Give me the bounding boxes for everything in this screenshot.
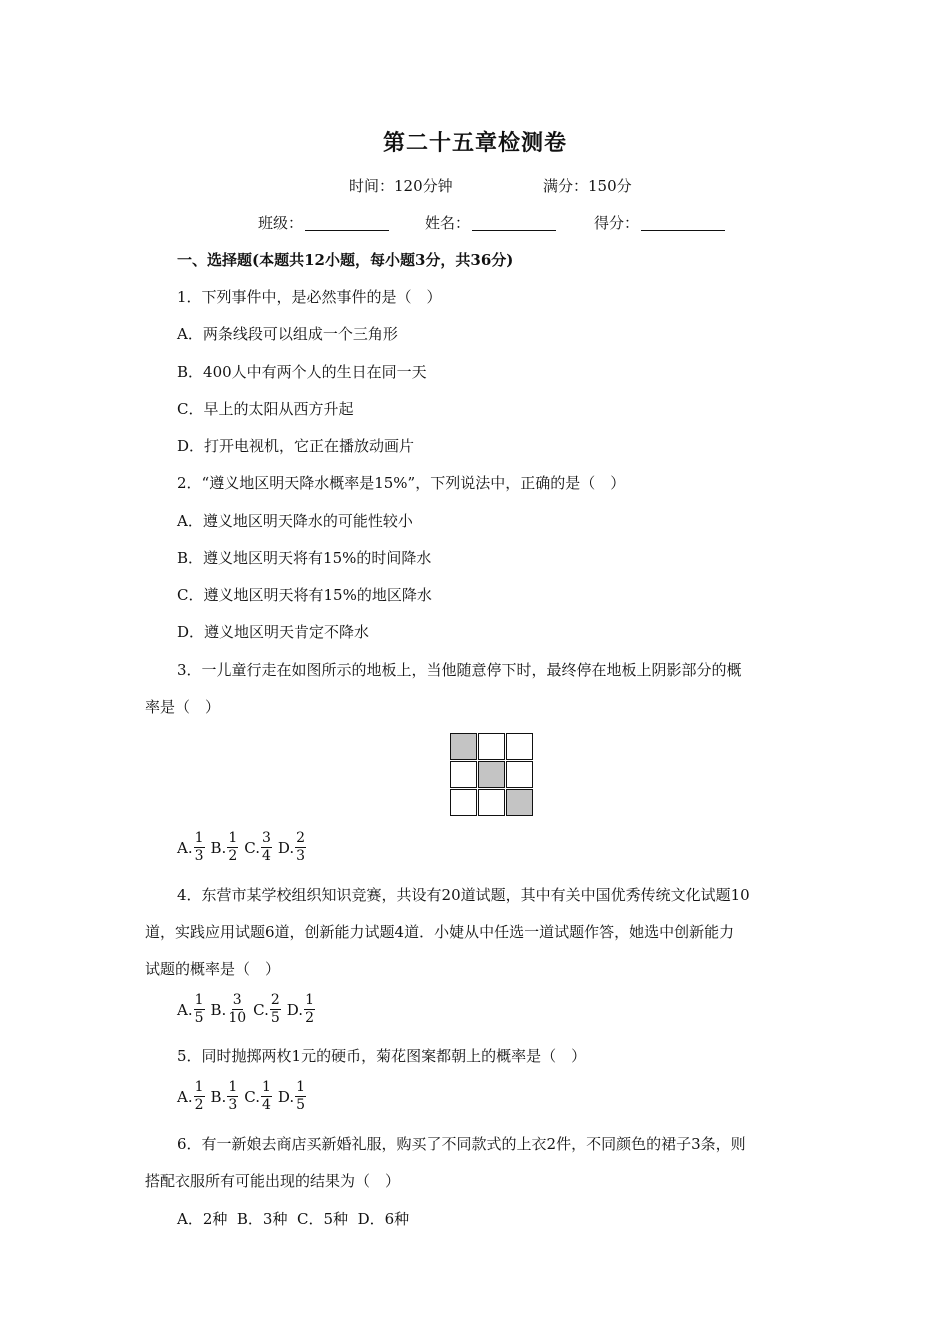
option-b (211, 992, 248, 1027)
score-field (594, 212, 725, 233)
fraction (194, 830, 205, 865)
option-a (177, 992, 205, 1027)
fraction-denominator: 4 (261, 1097, 271, 1113)
option-c (253, 992, 281, 1027)
fraction (304, 992, 315, 1027)
fraction-denominator: 5 (270, 1010, 280, 1026)
fraction-numerator: 1 (194, 830, 204, 846)
q2-option-b: B．遵义地区明天将有15%的时间降水 (177, 549, 432, 567)
name-blank (472, 216, 556, 231)
fraction-numerator: 1 (296, 1079, 306, 1095)
name-field (425, 212, 556, 233)
q3-stem-line1: 3．一儿童行走在如图所示的地板上，当他随意停下时，最终停在地板上阴影部分的概 (177, 661, 742, 679)
q6-stem-line1: 6．有一新娘去商店买新婚礼服，购买了不同款式的上衣2件，不同颜色的裙子3条，则 (177, 1135, 746, 1153)
option-b (211, 1079, 239, 1114)
q1-option-b: B．400人中有两个人的生日在同一天 (177, 363, 427, 381)
fraction-denominator: 4 (261, 848, 271, 864)
grid-cell (478, 789, 505, 816)
fraction-denominator: 2 (228, 848, 238, 864)
fraction-denominator: 5 (194, 1010, 204, 1026)
class-blank (305, 216, 389, 231)
class-field (258, 212, 389, 233)
exam-full-score: 满分：150分 (543, 177, 632, 195)
fraction-numerator: 3 (261, 830, 271, 846)
q3-options (177, 830, 312, 865)
q2-stem: 2．“遵义地区明天降水概率是15%”，下列说法中，正确的是（ ） (177, 474, 626, 492)
grid-cell (506, 761, 533, 788)
grid-cell (506, 733, 533, 760)
page-title: 第二十五章检测卷 (382, 130, 567, 156)
fraction-denominator: 2 (194, 1097, 204, 1113)
option-label: A. (177, 1000, 193, 1019)
q2-option-c: C．遵义地区明天将有15%的地区降水 (177, 586, 432, 604)
option-label: C. (253, 1000, 269, 1019)
option-label: D. (277, 838, 295, 857)
option-label: C. (244, 1087, 260, 1106)
score-label: 得分： (594, 214, 640, 232)
q1-option-a: A．两条线段可以组成一个三角形 (177, 325, 398, 343)
option-a (177, 1079, 205, 1114)
section-heading: 一、选择题(本题共12小题，每小题3分，共36分) (177, 251, 514, 269)
grid-cell-shaded (506, 789, 533, 816)
option-b (211, 830, 239, 865)
fraction-numerator: 2 (270, 992, 280, 1008)
fraction-numerator: 1 (228, 1079, 238, 1095)
fraction (261, 1079, 272, 1114)
fraction (194, 992, 205, 1027)
q4-options (177, 992, 321, 1027)
option-label: B. (210, 1000, 227, 1019)
score-blank (641, 216, 725, 231)
option-label: A. (177, 838, 193, 857)
option-label: C. (244, 838, 260, 857)
fraction (295, 1079, 306, 1114)
option-label: D. (286, 1000, 304, 1019)
q5-stem: 5．同时抛掷两枚1元的硬币，菊花图案都朝上的概率是（ ） (177, 1047, 587, 1065)
q4-stem-line2: 道，实践应用试题6道，创新能力试题4道．小婕从中任选一道试题作答，她选中创新能力 (145, 923, 735, 941)
option-c (244, 830, 272, 865)
exam-time: 时间：120分钟 (349, 177, 453, 195)
option-label: D. (277, 1087, 295, 1106)
fraction-numerator: 3 (232, 992, 242, 1008)
fraction-denominator: 3 (194, 848, 204, 864)
q3-stem-line2: 率是（ ） (145, 698, 221, 716)
fraction (270, 992, 281, 1027)
grid-cell-shaded (450, 733, 477, 760)
floor-grid-figure (450, 733, 534, 817)
fraction-numerator: 1 (261, 1079, 271, 1095)
name-label: 姓名： (425, 214, 471, 232)
q1-stem: 1．下列事件中，是必然事件的是（ ） (177, 288, 442, 306)
q6-options: A．2种 B．3种 C．5种 D．6种 (177, 1210, 410, 1228)
option-label: A. (177, 1087, 193, 1106)
option-d (278, 830, 306, 865)
fraction (227, 830, 238, 865)
option-a (177, 830, 205, 865)
option-label: B. (210, 1087, 227, 1106)
fraction-denominator: 2 (305, 1010, 314, 1026)
fraction (227, 992, 247, 1027)
fraction-numerator: 1 (194, 992, 204, 1008)
fraction-denominator: 5 (296, 1097, 306, 1113)
fraction-numerator: 1 (194, 1079, 204, 1095)
q1-option-d: D．打开电视机，它正在播放动画片 (177, 437, 415, 455)
grid-cell (450, 789, 477, 816)
fraction-numerator: 1 (228, 830, 238, 846)
q2-option-a: A．遵义地区明天降水的可能性较小 (177, 512, 413, 530)
grid-cell (478, 733, 505, 760)
class-label: 班级： (258, 214, 304, 232)
q4-stem-line3: 试题的概率是（ ） (145, 960, 281, 978)
q4-stem-line1: 4．东营市某学校组织知识竞赛，共设有20道试题，其中有关中国优秀传统文化试题10 (177, 886, 750, 904)
fraction-denominator: 10 (228, 1010, 247, 1026)
fraction-numerator: 2 (296, 830, 306, 846)
q1-option-c: C．早上的太阳从西方升起 (177, 400, 354, 418)
q6-stem-line2: 搭配衣服所有可能出现的结果为（ ） (145, 1172, 401, 1190)
q2-option-d: D．遵义地区明天肯定不降水 (177, 623, 370, 641)
grid-cell-shaded (478, 761, 505, 788)
option-label: B. (210, 838, 227, 857)
fraction (227, 1079, 238, 1114)
fraction-denominator: 3 (228, 1097, 238, 1113)
fraction (194, 1079, 205, 1114)
grid-cell (450, 761, 477, 788)
option-d (278, 1079, 306, 1114)
option-c (244, 1079, 272, 1114)
fraction-numerator: 1 (305, 992, 314, 1008)
fraction (295, 830, 306, 865)
option-d (287, 992, 315, 1027)
q5-options (177, 1079, 312, 1114)
fraction-denominator: 3 (296, 848, 306, 864)
fraction (261, 830, 272, 865)
